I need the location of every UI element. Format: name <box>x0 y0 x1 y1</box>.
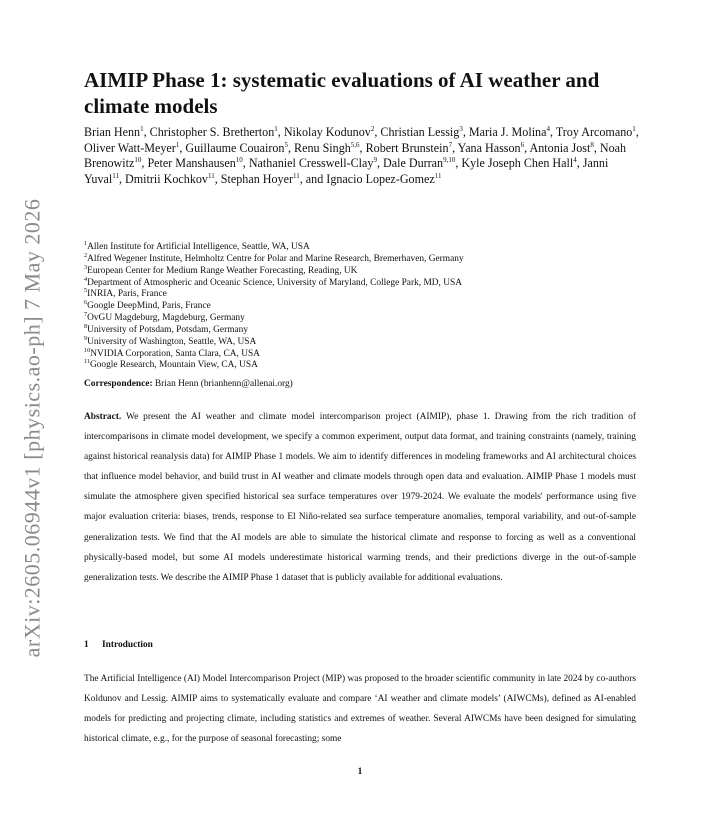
correspondence <box>84 378 293 390</box>
affiliation-text: Department of Atmospheric and Oceanic Science, University of Maryland, College Park, MD, USA <box>87 277 462 288</box>
affiliation-number: 5 <box>84 287 88 295</box>
author <box>294 141 360 155</box>
author-name: Oliver Watt-Meyer <box>84 140 176 155</box>
affiliation-number: 7 <box>84 310 88 318</box>
intro-paragraph: The Artificial Intelligence (AI) Model Intercomparison Project (MIP) was proposed to the broader scientific community in late 2024 by co-authors Koldunov and Lessig. AIMIP aims to systematically evaluate and compare ‘AI weather and climate models’ (AIWCMs), defined as AI-enabled models for predicting and projecting climate, including statistics and extremes of weather. Several AIWCMs have been designed for simulating historical climate, e.g., for the purpose of seasonal forecasting; some <box>84 674 636 745</box>
author <box>380 125 462 139</box>
affiliation-text: INRIA, Paris, France <box>87 289 167 300</box>
affiliation <box>84 301 644 313</box>
author <box>185 141 288 155</box>
author <box>221 172 300 186</box>
author-name: Stephan Hoyer <box>220 171 293 186</box>
author <box>461 156 576 170</box>
author-name: Kyle Joseph Chen Hall <box>461 156 574 171</box>
page-number: 1 <box>357 767 363 777</box>
author-affiliation-mark: 10 <box>235 156 243 165</box>
arxiv-sidebar <box>4 178 60 678</box>
affiliation-number: 9 <box>84 334 88 342</box>
author-affiliation-mark: 11 <box>112 171 119 180</box>
author-affiliation-mark: 11 <box>293 171 300 180</box>
affiliation <box>84 289 644 301</box>
author <box>530 141 594 155</box>
affiliation <box>84 360 644 372</box>
affiliation-number: 2 <box>84 251 88 259</box>
correspondence-label: Correspondence: <box>84 379 153 389</box>
author-name: Guillaume Couairon <box>185 140 285 155</box>
affiliation-text: Google DeepMind, Paris, France <box>87 301 211 312</box>
author <box>458 141 524 155</box>
affiliation-number: 3 <box>84 263 88 271</box>
affiliation-text: OvGU Magdeburg, Magdeburg, Germany <box>87 313 245 324</box>
affiliation-number: 10 <box>84 346 91 354</box>
author-affiliation-mark: 5 <box>284 140 288 149</box>
author-name: Nathaniel Cresswell-Clay <box>248 156 374 171</box>
author-name: Dale Durran <box>382 156 444 171</box>
author-name: Robert Brunstein <box>365 140 449 155</box>
abstract-label: Abstract. <box>84 412 122 422</box>
author-affiliation-mark: 9 <box>373 156 377 165</box>
author <box>147 156 242 170</box>
author-name: Renu Singh <box>294 140 351 155</box>
author-name: Troy Arcomano <box>555 125 633 139</box>
affiliation-text: Allen Institute for Artificial Intelligence, Seattle, WA, USA <box>87 242 310 252</box>
author <box>84 141 179 155</box>
author-affiliation-mark: 11 <box>207 171 215 180</box>
author <box>556 125 636 139</box>
author <box>150 125 278 139</box>
author-affiliation-mark: 1 <box>140 124 144 133</box>
author <box>249 156 377 170</box>
author-affiliation-mark: 1 <box>274 124 278 133</box>
affiliation <box>84 322 644 337</box>
correspondence-text: Brian Henn (brianhenn@allenai.org) <box>152 379 293 389</box>
author-list: Brian Henn$^1$, Christopher S. Bretherton$^1$, Nikolay Kodunov$^2$, Christian Lessig$^3$, Maria J. Molina$^4$, Troy Arcomano$^1$, Oliver Watt-Meyer$^1$, Guillaume Couairon$^5$, Renu Singh$^{5,6}$, Robert Brunstein$^7$, Yana Hasson$^6$, Antonia Jost$^8$, Noah Brenowitz$^{10}$, Peter Manshausen$^{10}$, Nathaniel Cresswell-Clay$^9$, Dale Durran$^{9,10}$, Kyle Joseph Chen Hall$^4$, Janni Yuval$^{11}$, Dmitrii Kochkov$^{11}$, Stephan Hoyer$^{11}$, and Ignacio Lopez-Gomez$^{11}$ <box>84 124 639 186</box>
author-name: Noah Brenowitz <box>84 140 627 171</box>
affiliation-text: Alfred Wegener Institute, Helmholtz Centre for Polar and Marine Research, Bremerhaven, Germany <box>87 253 464 264</box>
affiliation-text: University of Potsdam, Potsdam, Germany <box>87 324 249 335</box>
section-number: 1 <box>84 640 89 650</box>
section-heading <box>84 640 153 650</box>
affiliation-list <box>84 239 644 372</box>
author <box>469 125 550 139</box>
affiliation-text: University of Washington, Seattle, WA, USA <box>87 336 257 347</box>
author-name: Ignacio Lopez-Gomez <box>326 171 435 186</box>
author-name: Yana Hasson <box>457 140 521 155</box>
author-affiliation-mark: 7 <box>448 140 453 149</box>
author-name: Christian Lessig <box>380 125 460 139</box>
author <box>284 125 375 139</box>
affiliation <box>84 263 644 278</box>
author <box>326 172 441 186</box>
author <box>383 156 455 170</box>
affiliation-number: 1 <box>84 239 88 247</box>
author-affiliation-mark: 11 <box>434 171 442 180</box>
author-name: Antonia Jost <box>529 140 591 155</box>
abstract <box>84 407 636 588</box>
affiliation-text: Google Research, Mountain View, CA, USA <box>89 360 258 371</box>
affiliation-text: NVIDIA Corporation, Santa Clara, CA, USA <box>90 348 260 359</box>
section-title: Introduction <box>102 640 153 650</box>
author <box>125 172 215 186</box>
author-affiliation-mark: 10 <box>134 156 142 165</box>
author-affiliation-mark: 6 <box>520 140 525 149</box>
author-affiliation-mark: 3 <box>459 124 463 133</box>
author-name: Janni Yuval <box>84 156 609 186</box>
author-affiliation-mark: 2 <box>370 124 375 133</box>
author-affiliation-mark: 4 <box>573 156 577 165</box>
affiliation <box>84 334 644 349</box>
author <box>84 125 144 139</box>
affiliation-number: 11 <box>84 358 90 366</box>
affiliation <box>84 251 644 266</box>
affiliation <box>84 239 644 254</box>
affiliation-number: 6 <box>84 299 88 307</box>
affiliation <box>84 346 644 361</box>
paper-title: AIMIP Phase 1: systematic evaluations of AI weather and climate models <box>84 68 600 118</box>
author-name: Maria J. Molina <box>468 125 547 139</box>
author-affiliation-mark: 9,10 <box>443 156 456 165</box>
affiliation-text: European Center for Medium Range Weather Forecasting, Reading, UK <box>87 265 358 276</box>
author-affiliation-mark: 1 <box>175 140 180 149</box>
author-affiliation-mark: 5,6 <box>350 140 360 149</box>
author-name: Christopher S. Bretherton <box>149 125 275 139</box>
author-name: Brian Henn <box>84 125 141 139</box>
affiliation-number: 4 <box>84 275 88 283</box>
author-affiliation-mark: 1 <box>632 124 636 133</box>
abstract-text: We present the AI weather and climate model intercomparison project (AIMIP), phase 1. Drawing from the rich tradition of intercomparisons in climate model development, we specify a common experiment, output data format, and training constraints (namely, training against historical reanalysis data) for AIMIP Phase 1 models. We aim to identify differences in modeling frameworks and AI architectural choices that influence model behavior, and build trust in AI weather and climate models through open data and evaluation. AIMIP Phase 1 models must simulate the atmosphere given specified historical sea surface temperatures over 1979-2024. We evaluate the models' performance using five major evaluation criteria: biases, trends, response to El Niño-related sea surface temperature anomalies, temporal variability, and out-of-sample generalization tests. We find that the AI models are able to simulate the historical climate and response to forcing as well as a conventional physically-based model, but some AI models underestimate historical warming trends, and their predictions diverge in the out-of-sample generalization tests. We describe the AIMIP Phase 1 dataset that is publicly available for additional evaluations. <box>84 412 636 583</box>
affiliation <box>84 310 644 325</box>
author-name: Peter Manshausen <box>147 156 236 171</box>
arxiv-stamp: arXiv:2605.06944v1 [physics.ao-ph] 7 May 2026 <box>19 198 44 658</box>
affiliation-number: 8 <box>84 322 88 330</box>
author-affiliation-mark: 4 <box>546 124 550 133</box>
author-affiliation-mark: 8 <box>590 140 594 149</box>
author <box>366 141 452 155</box>
author-name: Dmitrii Kochkov <box>125 171 208 186</box>
author-name: Nikolay Kodunov <box>283 125 371 139</box>
affiliation <box>84 275 644 290</box>
